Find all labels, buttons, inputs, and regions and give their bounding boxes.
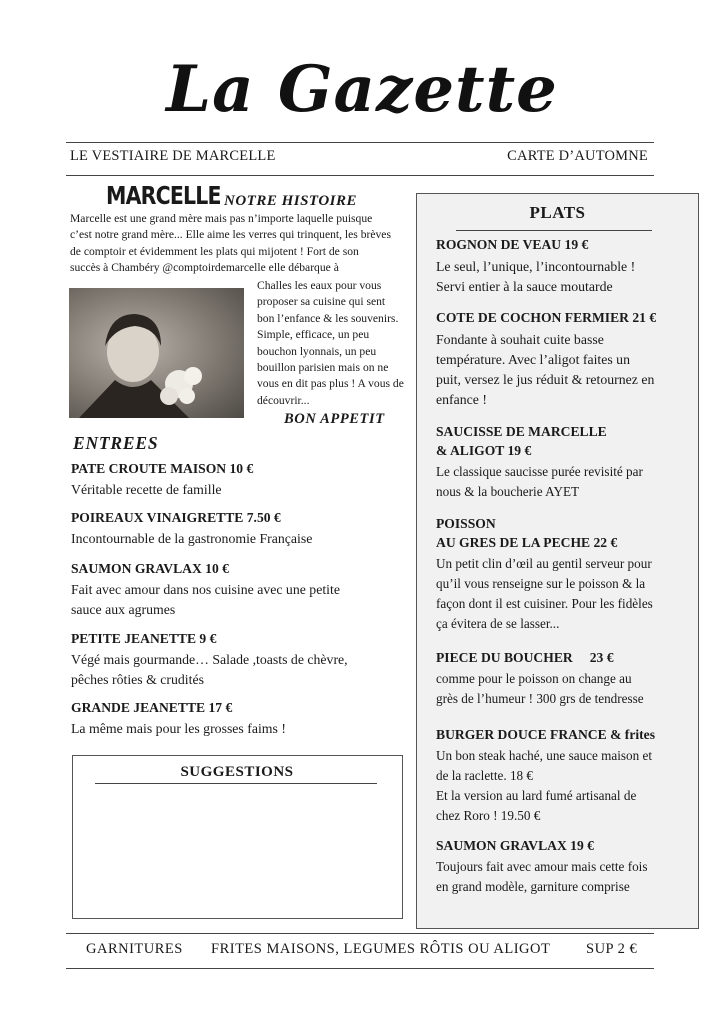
dish-desc: comme pour le poisson on change au — [436, 671, 632, 686]
footer-bottom-rule — [66, 968, 654, 969]
dish-desc: nous & la boucherie AYET — [436, 484, 580, 499]
subheader-right: CARTE D’AUTOMNE — [507, 148, 648, 164]
dish-desc: Incontournable de la gastronomie Française — [71, 531, 313, 546]
dish-name: BURGER DOUCE FRANCE & frites — [436, 727, 655, 742]
plats-title: PLATS — [529, 203, 586, 222]
list-item — [71, 460, 411, 509]
garnitures-price: SUP 2 € — [586, 941, 638, 957]
story-line: Simple, efficace, un peu — [257, 328, 370, 342]
dish-desc: Véritable recette de famille — [71, 482, 222, 497]
dish-desc: ça évitera de se lasser... — [436, 616, 560, 631]
list-item — [436, 236, 691, 309]
story-line: c’est notre grand mère... Elle aime les verres qui trinquent, les brèves — [70, 228, 391, 242]
dish-desc: façon dont il est cuisiner. Pour les fidèles — [436, 596, 653, 611]
list-item — [436, 837, 691, 897]
suggestions-title: SUGGESTIONS — [180, 764, 294, 780]
entrees-list — [71, 460, 411, 739]
dish-desc: Et la version au lard fumé artisanal de — [436, 788, 637, 803]
sub-rule — [66, 175, 654, 176]
dish-desc: puit, versez le jus réduit & retournez en — [436, 372, 655, 387]
dish-desc: grès de l’humeur ! 300 grs de tendresse — [436, 691, 644, 706]
dish-desc: Le seul, l’unique, l’incontournable ! — [436, 259, 636, 274]
story-text-side — [257, 278, 417, 409]
dish-desc: Un bon steak haché, une sauce maison et — [436, 748, 653, 763]
story-heading: NOTRE HISTOIRE — [224, 193, 358, 209]
list-item — [436, 423, 691, 515]
list-item — [71, 560, 411, 630]
suggestions-rule — [95, 783, 377, 784]
dish-desc: Un petit clin d’œil au gentil serveur pour — [436, 556, 652, 571]
suggestions-box — [72, 755, 403, 919]
dish-name: POISSON — [436, 516, 496, 531]
story-line: Challes les eaux pour vous — [257, 279, 382, 292]
list-item — [71, 509, 411, 560]
dish-desc: enfance ! — [436, 392, 487, 407]
list-item — [71, 699, 411, 739]
top-rule — [66, 142, 654, 143]
dish-desc: de la raclette. 18 € — [436, 768, 534, 783]
dish-name: PIECE DU BOUCHER 23 € — [436, 650, 614, 665]
dish-name: AU GRES DE LA PECHE 22 € — [436, 535, 618, 550]
dish-desc: La même mais pour les grosses faims ! — [71, 721, 286, 736]
dish-desc: en grand modèle, garniture comprise — [436, 879, 630, 894]
story-text-full — [70, 211, 410, 277]
story-line: découvrir... — [257, 393, 310, 407]
dish-name: SAUMON GRAVLAX 19 € — [436, 838, 594, 853]
list-item — [436, 309, 691, 423]
dish-desc: Toujours fait avec amour mais cette fois — [436, 859, 648, 874]
entrees-heading: ENTREES — [73, 433, 159, 453]
garnitures-label: GARNITURES — [86, 941, 183, 957]
dish-desc: Le classique saucisse purée revisité par — [436, 464, 643, 479]
dish-desc: Végé mais gourmande… Salade ,toasts de chèvre, — [71, 652, 348, 667]
dish-desc: chez Roro ! 19.50 € — [436, 808, 541, 823]
masthead-title: La Gazette — [166, 52, 558, 127]
story-signoff: BON APPETIT — [284, 411, 385, 427]
story-line: Marcelle est une grand mère mais pas n’importe laquelle puisque — [70, 212, 373, 225]
story-line: bouchon lyonnais, un peu — [257, 344, 377, 358]
plats-rule — [456, 230, 652, 231]
dish-desc: Servi entier à la sauce moutarde — [436, 279, 613, 294]
dish-desc: qu’il vous renseigne sur le poisson & la — [436, 576, 646, 591]
dish-desc: sauce aux agrumes — [71, 602, 176, 617]
marcelle-portrait — [69, 288, 244, 418]
story-line: vous en dit pas plus ! A vous de — [257, 377, 404, 391]
list-item — [436, 649, 691, 726]
dish-name: & ALIGOT 19 € — [436, 443, 532, 458]
dish-name: SAUCISSE DE MARCELLE — [436, 424, 607, 439]
dish-name: POIREAUX VINAIGRETTE 7.50 € — [71, 510, 281, 525]
plats-list — [436, 236, 691, 897]
dish-name: PETITE JEANETTE 9 € — [71, 631, 217, 646]
dish-name: PATE CROUTE MAISON 10 € — [71, 461, 254, 476]
list-item — [436, 515, 691, 649]
dish-name: GRANDE JEANETTE 17 € — [71, 700, 233, 715]
dish-desc: pêches rôties & crudités — [71, 672, 204, 687]
story-line: proposer sa cuisine qui sent — [257, 295, 386, 309]
dish-name: SAUMON GRAVLAX 10 € — [71, 561, 229, 576]
dish-name: COTE DE COCHON FERMIER 21 € — [436, 310, 657, 325]
dish-desc: Fait avec amour dans nos cuisine avec une petite — [71, 582, 340, 597]
story-line: de comptoir et évidemment les plats qui mijotent ! Fort de son — [70, 244, 359, 258]
dish-desc: Fondante à souhait cuite basse — [436, 332, 604, 347]
story-line: bouillon parisien mais on ne — [257, 361, 389, 375]
footer-top-rule — [66, 933, 654, 934]
list-item — [71, 630, 411, 699]
dish-desc: température. Avec l’aligot faites un — [436, 352, 630, 367]
story-name: MARCELLE — [106, 181, 221, 210]
story-line: succès à Chambéry @comptoirdemarcelle elle débarque à — [70, 261, 339, 275]
garnitures-options: FRITES MAISONS, LEGUMES RÔTIS OU ALIGOT — [211, 941, 551, 957]
subheader-left: LE VESTIAIRE DE MARCELLE — [70, 148, 276, 164]
dish-name: ROGNON DE VEAU 19 € — [436, 237, 589, 252]
list-item — [436, 726, 691, 837]
story-line: bon l’enfance & les souvenirs. — [257, 311, 399, 325]
